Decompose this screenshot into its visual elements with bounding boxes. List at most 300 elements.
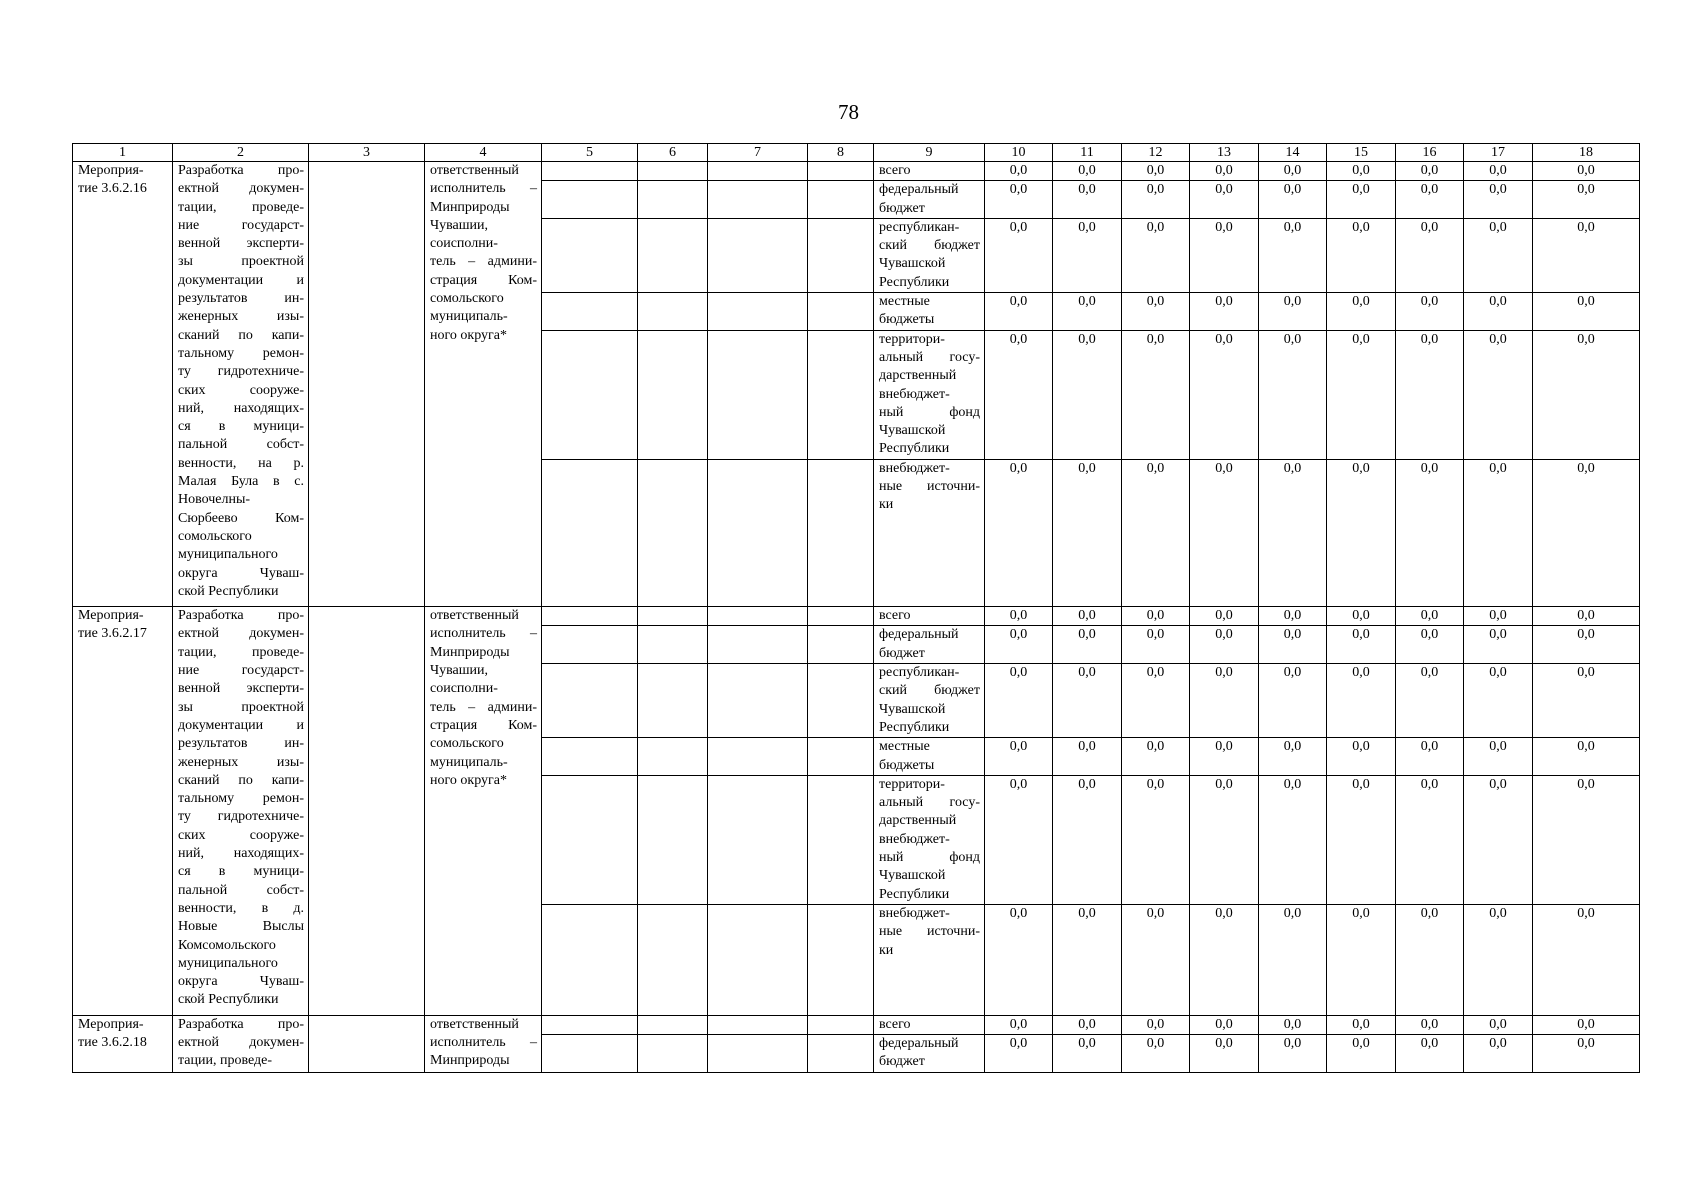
measure-executor [425, 607, 542, 1016]
column-header-4: 4 [425, 144, 542, 162]
funding-value: 0,0 [1190, 1015, 1259, 1034]
empty-cell [638, 1015, 708, 1034]
funding-value: 0,0 [1122, 607, 1190, 626]
text-line: бюджет [879, 1054, 925, 1070]
text-line: страция Ком- [430, 717, 537, 733]
funding-value: 0,0 [985, 181, 1053, 219]
text-line: всего [879, 1016, 911, 1032]
text-line: местные [879, 739, 930, 755]
empty-cell [638, 607, 708, 626]
funding-value: 0,0 [1464, 162, 1533, 181]
funding-value: 0,0 [1464, 181, 1533, 219]
empty-cell [808, 738, 874, 776]
column-header-12: 12 [1122, 144, 1190, 162]
text-line: бюджеты [879, 312, 935, 328]
empty-cell [638, 664, 708, 738]
empty-cell [808, 330, 874, 459]
empty-cell [708, 904, 808, 1015]
empty-cell [638, 330, 708, 459]
funding-source [874, 775, 985, 904]
empty-cell [638, 293, 708, 331]
text-line: всего [879, 608, 911, 624]
text-line: местные [879, 294, 930, 310]
funding-value: 0,0 [985, 1015, 1053, 1034]
funding-value: 0,0 [1259, 626, 1327, 664]
funding-value: 0,0 [1396, 738, 1464, 776]
text-line: тие 3.6.2.16 [78, 181, 147, 197]
funding-value: 0,0 [1533, 607, 1640, 626]
funding-value: 0,0 [985, 162, 1053, 181]
empty-cell [638, 775, 708, 904]
funding-value: 0,0 [1190, 607, 1259, 626]
funding-value: 0,0 [1327, 626, 1396, 664]
funding-value: 0,0 [1053, 459, 1122, 606]
empty-cell [638, 218, 708, 292]
funding-value: 0,0 [1327, 459, 1396, 606]
text-line: пальной собст- [178, 437, 304, 453]
text-line: результатов ин- [178, 291, 304, 307]
empty-cell [638, 738, 708, 776]
empty-cell [808, 607, 874, 626]
text-line: Республики [879, 886, 950, 902]
text-line: внебюджет- [879, 386, 950, 402]
funding-value: 0,0 [985, 607, 1053, 626]
funding-value: 0,0 [1053, 904, 1122, 1015]
text-line: альный госу- [879, 349, 980, 365]
text-line: тальному ремон- [178, 345, 304, 361]
text-line: исполнитель – [430, 1035, 537, 1051]
text-line: сомольского [178, 528, 252, 544]
funding-value: 0,0 [1053, 607, 1122, 626]
text-line: дарственный [879, 813, 957, 829]
funding-value: 0,0 [1533, 293, 1640, 331]
text-line: ние государст- [178, 663, 304, 679]
text-line: ся в муници- [178, 419, 304, 435]
funding-value: 0,0 [1327, 162, 1396, 181]
text-line: ответственный [430, 608, 519, 624]
empty-cell [542, 607, 638, 626]
text-line: всего [879, 163, 911, 178]
funding-value: 0,0 [1190, 664, 1259, 738]
empty-cell [808, 626, 874, 664]
text-line: Чувашской [879, 868, 946, 884]
text-line: ный фонд [879, 850, 980, 866]
empty-cell [542, 626, 638, 664]
funding-value: 0,0 [1122, 459, 1190, 606]
text-line: муниципаль- [430, 309, 508, 325]
funding-value: 0,0 [1190, 181, 1259, 219]
text-line: венной эксперти- [178, 681, 304, 697]
empty-cell [808, 904, 874, 1015]
text-line: ский бюджет [879, 683, 980, 699]
funding-value: 0,0 [1464, 218, 1533, 292]
table-body [73, 162, 1640, 1073]
funding-value: 0,0 [1396, 664, 1464, 738]
text-line: ектной докумен- [178, 181, 304, 197]
text-line: ответственный [430, 163, 519, 178]
funding-value: 0,0 [985, 293, 1053, 331]
empty-cell [708, 293, 808, 331]
funding-value: 0,0 [1396, 1035, 1464, 1073]
text-line: республикан- [879, 665, 960, 681]
funding-value: 0,0 [1327, 607, 1396, 626]
empty-cell [708, 218, 808, 292]
empty-cell [708, 1035, 808, 1073]
funding-source [874, 218, 985, 292]
budget-table [72, 143, 1640, 1073]
text-line: ектной докумен- [178, 626, 304, 642]
text-line: Чувашии, [430, 217, 489, 233]
text-line: Разработка про- [178, 163, 304, 178]
text-line: сканий по капи- [178, 327, 304, 343]
funding-source [874, 162, 985, 181]
funding-value: 0,0 [1122, 626, 1190, 664]
funding-value: 0,0 [1122, 1035, 1190, 1073]
text-line: сканий по капи- [178, 772, 304, 788]
funding-value: 0,0 [1122, 904, 1190, 1015]
text-line: муниципаль- [430, 754, 508, 770]
text-line: тель – админи- [430, 699, 537, 715]
funding-source [874, 664, 985, 738]
funding-value: 0,0 [1053, 1035, 1122, 1073]
text-line: внебюджет- [879, 905, 950, 921]
funding-value: 0,0 [1327, 738, 1396, 776]
empty-cell [542, 459, 638, 606]
column-header-18: 18 [1533, 144, 1640, 162]
funding-value: 0,0 [1396, 1015, 1464, 1034]
empty-cell [708, 626, 808, 664]
empty-cell [708, 607, 808, 626]
text-line: Республики [879, 441, 950, 457]
column-header-9: 9 [874, 144, 985, 162]
empty-cell [808, 459, 874, 606]
funding-value: 0,0 [1259, 459, 1327, 606]
measure-title [173, 1015, 309, 1072]
measure-title [173, 162, 309, 607]
text-line: Сюрбеево Ком- [178, 510, 304, 526]
empty-cell [542, 664, 638, 738]
empty-cell [638, 904, 708, 1015]
text-line: ской Республики [178, 583, 279, 599]
text-line: сомольского [430, 736, 504, 752]
text-line: территори- [879, 331, 945, 347]
text-line: венности, на р. [178, 455, 304, 471]
text-line: ки [879, 497, 894, 513]
funding-value: 0,0 [1190, 775, 1259, 904]
column-header-10: 10 [985, 144, 1053, 162]
funding-value: 0,0 [1259, 1015, 1327, 1034]
text-line: округа Чуваш- [178, 565, 304, 581]
empty-cell [808, 181, 874, 219]
empty-cell [542, 1015, 638, 1034]
funding-value: 0,0 [1190, 293, 1259, 331]
empty-cell [808, 162, 874, 181]
text-line: ектной докумен- [178, 1035, 304, 1051]
funding-value: 0,0 [1396, 626, 1464, 664]
text-line: тие 3.6.2.17 [78, 626, 147, 642]
funding-value: 0,0 [1190, 738, 1259, 776]
funding-value: 0,0 [1122, 1015, 1190, 1034]
funding-value: 0,0 [1464, 664, 1533, 738]
text-line: ской Республики [178, 992, 279, 1008]
funding-value: 0,0 [1327, 1015, 1396, 1034]
column-header-13: 13 [1190, 144, 1259, 162]
funding-value: 0,0 [985, 1035, 1053, 1073]
text-line: ние государст- [178, 217, 304, 233]
funding-value: 0,0 [1122, 664, 1190, 738]
empty-cell [708, 330, 808, 459]
funding-value: 0,0 [1190, 626, 1259, 664]
funding-value: 0,0 [1533, 1035, 1640, 1073]
text-line: Республики [879, 719, 950, 735]
funding-value: 0,0 [1327, 1035, 1396, 1073]
column-header-6: 6 [638, 144, 708, 162]
funding-value: 0,0 [1190, 218, 1259, 292]
text-line: Минприроды [430, 199, 510, 215]
empty-cell [638, 181, 708, 219]
funding-value: 0,0 [1327, 904, 1396, 1015]
funding-value: 0,0 [1396, 904, 1464, 1015]
text-line: Чувашской [879, 423, 946, 439]
column-header-7: 7 [708, 144, 808, 162]
text-line: территори- [879, 776, 945, 792]
text-line: бюджеты [879, 757, 935, 773]
funding-value: 0,0 [1122, 162, 1190, 181]
funding-value: 0,0 [1327, 218, 1396, 292]
text-line: исполнитель – [430, 181, 537, 197]
funding-value: 0,0 [1464, 1035, 1533, 1073]
table-row [73, 162, 1640, 181]
text-line: тие 3.6.2.18 [78, 1035, 147, 1051]
column-header-16: 16 [1396, 144, 1464, 162]
funding-value: 0,0 [1327, 293, 1396, 331]
funding-value: 0,0 [1259, 738, 1327, 776]
funding-value: 0,0 [985, 904, 1053, 1015]
funding-value: 0,0 [985, 218, 1053, 292]
funding-value: 0,0 [1464, 738, 1533, 776]
text-line: тации, проведе- [178, 199, 304, 215]
funding-value: 0,0 [1053, 1015, 1122, 1034]
text-line: федеральный [879, 627, 959, 643]
funding-value: 0,0 [985, 775, 1053, 904]
funding-value: 0,0 [1190, 1035, 1259, 1073]
funding-value: 0,0 [1533, 738, 1640, 776]
funding-value: 0,0 [1122, 330, 1190, 459]
funding-value: 0,0 [1259, 293, 1327, 331]
empty-cell [808, 218, 874, 292]
funding-value: 0,0 [985, 330, 1053, 459]
funding-value: 0,0 [1259, 607, 1327, 626]
text-line: ного округа* [430, 327, 507, 343]
measure-executor [425, 162, 542, 607]
text-line: Разработка про- [178, 1016, 304, 1032]
empty-cell [808, 1015, 874, 1034]
measure-code [73, 607, 173, 1016]
funding-value: 0,0 [1053, 775, 1122, 904]
text-line: Разработка про- [178, 608, 304, 624]
empty-cell [542, 293, 638, 331]
funding-value: 0,0 [1259, 1035, 1327, 1073]
text-line: ний, находящих- [178, 846, 304, 862]
funding-value: 0,0 [1259, 904, 1327, 1015]
funding-source [874, 459, 985, 606]
empty-cell [542, 330, 638, 459]
funding-source [874, 330, 985, 459]
text-line: ту гидротехниче- [178, 809, 304, 825]
empty-cell [542, 738, 638, 776]
text-line: тации, проведе- [178, 1053, 273, 1069]
text-line: республикан- [879, 219, 960, 235]
page-number: 78 [838, 100, 859, 124]
funding-value: 0,0 [1464, 293, 1533, 331]
text-line: ских сооруже- [178, 827, 304, 843]
funding-value: 0,0 [1533, 904, 1640, 1015]
funding-value: 0,0 [1533, 181, 1640, 219]
funding-value: 0,0 [1464, 626, 1533, 664]
text-line: Комсомольского [178, 937, 276, 953]
table-row [73, 607, 1640, 626]
text-line: муниципального [178, 955, 278, 971]
empty-cell [708, 181, 808, 219]
empty-cell [542, 162, 638, 181]
text-line: соисполни- [430, 681, 498, 697]
funding-value: 0,0 [1533, 218, 1640, 292]
measure-code [73, 1015, 173, 1072]
text-line: Мероприя- [78, 163, 144, 178]
funding-source [874, 293, 985, 331]
text-line: Чувашии, [430, 663, 489, 679]
column-header-2: 2 [173, 144, 309, 162]
text-line: Минприроды [430, 1053, 510, 1069]
funding-value: 0,0 [1053, 162, 1122, 181]
funding-value: 0,0 [1259, 181, 1327, 219]
funding-value: 0,0 [1396, 218, 1464, 292]
text-line: тальному ремон- [178, 791, 304, 807]
empty-cell [638, 1035, 708, 1073]
funding-value: 0,0 [1122, 293, 1190, 331]
funding-value: 0,0 [1464, 607, 1533, 626]
funding-value: 0,0 [1053, 293, 1122, 331]
funding-value: 0,0 [1464, 330, 1533, 459]
column-header-5: 5 [542, 144, 638, 162]
empty-cell [309, 607, 425, 1016]
text-line: Новочелны- [178, 492, 251, 508]
empty-cell [542, 218, 638, 292]
funding-value: 0,0 [1533, 162, 1640, 181]
funding-value: 0,0 [1533, 459, 1640, 606]
measure-code [73, 162, 173, 607]
funding-value: 0,0 [1533, 775, 1640, 904]
funding-value: 0,0 [1396, 162, 1464, 181]
empty-cell [808, 293, 874, 331]
text-line: ные источни- [879, 924, 980, 940]
funding-value: 0,0 [985, 738, 1053, 776]
empty-cell [309, 1015, 425, 1072]
funding-value: 0,0 [1396, 293, 1464, 331]
column-header-1: 1 [73, 144, 173, 162]
text-line: Малая Була в с. [178, 474, 304, 490]
text-line: сомольского [430, 291, 504, 307]
text-line: документации и [178, 272, 304, 288]
funding-value: 0,0 [1122, 218, 1190, 292]
measure-title [173, 607, 309, 1016]
text-line: тель – админи- [430, 254, 537, 270]
measure-executor [425, 1015, 542, 1072]
text-line: ский бюджет [879, 238, 980, 254]
funding-value: 0,0 [1122, 181, 1190, 219]
text-line: ний, находящих- [178, 400, 304, 416]
empty-cell [638, 459, 708, 606]
empty-cell [309, 162, 425, 607]
funding-value: 0,0 [1122, 738, 1190, 776]
funding-value: 0,0 [1053, 626, 1122, 664]
text-line: бюджет [879, 645, 925, 661]
funding-source [874, 904, 985, 1015]
column-header-11: 11 [1053, 144, 1122, 162]
empty-cell [542, 1035, 638, 1073]
text-line: венной эксперти- [178, 236, 304, 252]
funding-value: 0,0 [1464, 904, 1533, 1015]
funding-value: 0,0 [1259, 162, 1327, 181]
column-header-8: 8 [808, 144, 874, 162]
text-line: федеральный [879, 1036, 959, 1052]
empty-cell [708, 162, 808, 181]
funding-value: 0,0 [1464, 775, 1533, 904]
funding-value: 0,0 [1190, 330, 1259, 459]
text-line: страция Ком- [430, 272, 537, 288]
text-line: зы проектной [178, 699, 304, 715]
empty-cell [638, 162, 708, 181]
empty-cell [708, 775, 808, 904]
funding-value: 0,0 [985, 664, 1053, 738]
text-line: женерных изы- [178, 754, 304, 770]
funding-value: 0,0 [1053, 330, 1122, 459]
funding-value: 0,0 [1464, 459, 1533, 606]
empty-cell [708, 738, 808, 776]
text-line: ки [879, 942, 894, 958]
funding-value: 0,0 [1396, 459, 1464, 606]
text-line: ответственный [430, 1016, 519, 1032]
funding-value: 0,0 [1190, 904, 1259, 1015]
funding-source [874, 1015, 985, 1034]
funding-source [874, 181, 985, 219]
funding-value: 0,0 [1396, 330, 1464, 459]
funding-value: 0,0 [985, 459, 1053, 606]
funding-value: 0,0 [1396, 607, 1464, 626]
text-line: исполнитель – [430, 626, 537, 642]
funding-source [874, 626, 985, 664]
funding-value: 0,0 [1190, 162, 1259, 181]
empty-cell [542, 904, 638, 1015]
empty-cell [808, 775, 874, 904]
text-line: женерных изы- [178, 309, 304, 325]
text-line: федеральный [879, 182, 959, 198]
column-header-15: 15 [1327, 144, 1396, 162]
text-line: пальной собст- [178, 882, 304, 898]
funding-source [874, 738, 985, 776]
funding-value: 0,0 [1122, 775, 1190, 904]
funding-value: 0,0 [1053, 181, 1122, 219]
funding-value: 0,0 [1259, 330, 1327, 459]
table-row [73, 1015, 1640, 1034]
column-number-row [73, 144, 1640, 162]
empty-cell [638, 626, 708, 664]
funding-value: 0,0 [1327, 664, 1396, 738]
funding-value: 0,0 [1259, 218, 1327, 292]
empty-cell [708, 459, 808, 606]
text-line: ные источни- [879, 479, 980, 495]
funding-value: 0,0 [1053, 664, 1122, 738]
